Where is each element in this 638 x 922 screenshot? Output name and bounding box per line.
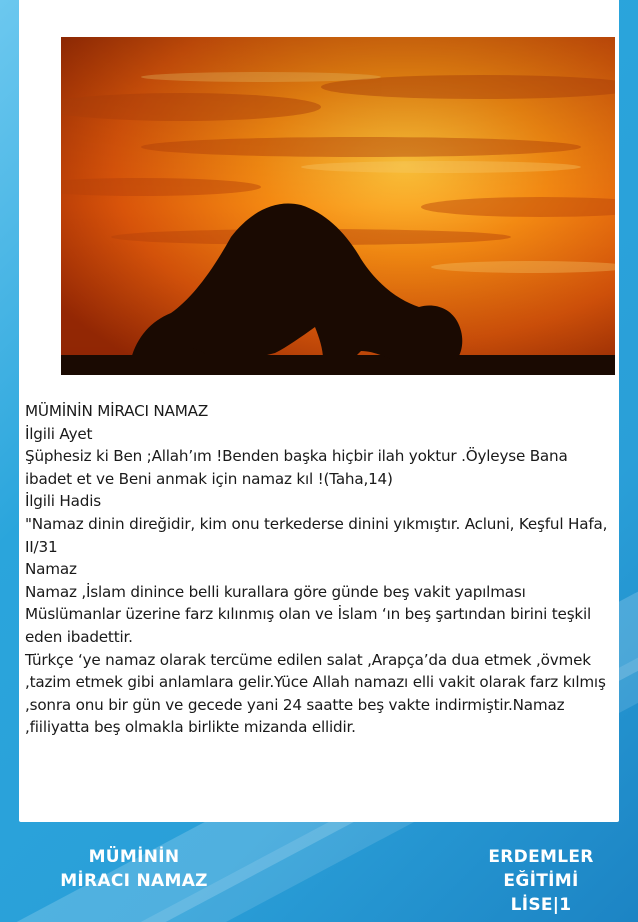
footer-right-line-1: ERDEMLER xyxy=(488,847,594,867)
namaz-paragraph-1: Namaz ,İslam dinince belli kurallara göre günde beş vakit yapılması Müslümanlar üzerine farz kılınmış olan ve İslam ‘ın beş şartından birini teşkil eden ibadettir. xyxy=(25,582,592,646)
footer-left-line-2: MİRACI NAMAZ xyxy=(60,871,208,891)
footer-series-title xyxy=(60,845,208,893)
article-body xyxy=(25,400,615,739)
footer-course-label xyxy=(474,845,608,917)
namaz-paragraph-2: Türkçe ‘ye namaz olarak tercüme edilen salat ,Arapça’da dua etmek ,övmek ,tazim etmek gibi anlamlara gelir.Yüce Allah namazı elli vakit olarak farz kılmış ,sonra onu bir gün ve gecede yani 24 saatte beş vakte indirmiştir.Namaz ,fiiliyatta beş olmakla birlikte mizanda ellidir. xyxy=(25,650,606,737)
footer-left-line-1: MÜMİNİN xyxy=(88,847,180,867)
ayet-text: Şüphesiz ki Ben ;Allah’ım !Benden başka hiçbir ilah yoktur .Öyleyse Bana ibadet et ve Beni anmak için namaz kıl !(Taha,14) xyxy=(25,447,568,488)
prostration-silhouette-icon xyxy=(61,37,615,375)
ayet-heading: İlgili Ayet xyxy=(25,424,93,443)
article-title: MÜMİNİN MİRACI NAMAZ xyxy=(25,402,209,420)
prayer-sunset-image xyxy=(61,37,615,375)
hadis-heading: İlgili Hadis xyxy=(25,492,101,511)
footer-right-line-2: EĞİTİMİ LİSE|1 xyxy=(503,871,579,915)
content-panel xyxy=(19,0,619,822)
namaz-heading: Namaz xyxy=(25,560,77,579)
hadis-text: "Namaz dinin direğidir, kim onu terkederse dinini yıkmıştır. Acluni, Keşful Hafa, II/31 xyxy=(25,514,608,556)
